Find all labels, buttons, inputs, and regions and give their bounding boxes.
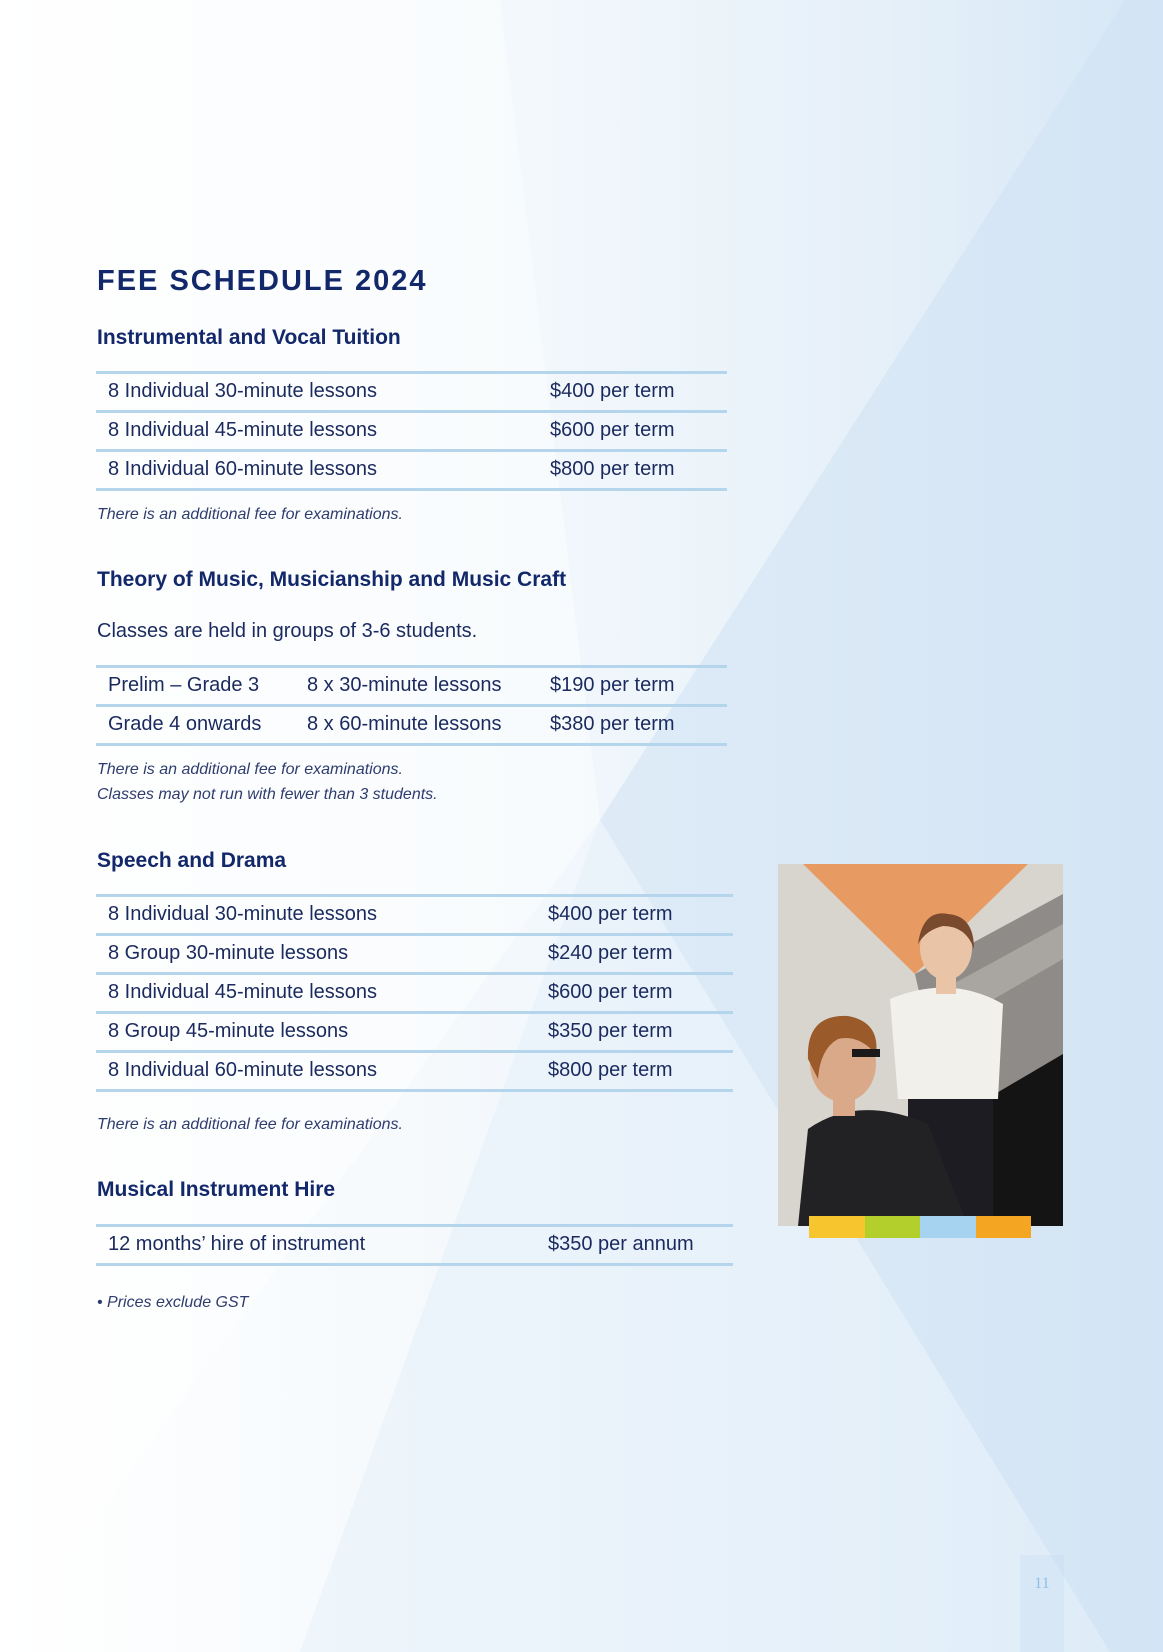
fee-item: 8 Individual 30-minute lessons — [108, 380, 378, 402]
section-note — [97, 1290, 248, 1315]
table-row — [96, 665, 727, 704]
note-line: There is an additional fee for examinations. — [97, 761, 403, 778]
instrumental-fee-table — [96, 371, 727, 491]
table-row — [96, 972, 733, 1011]
table-row — [96, 704, 727, 746]
accent-bar-blue — [920, 1216, 976, 1238]
fee-price: $350 per term — [548, 1020, 673, 1042]
instrument-hire-fee-table — [96, 1224, 733, 1266]
speech-drama-fee-table — [96, 894, 733, 1092]
color-accent-bars — [809, 1216, 1031, 1238]
fee-price: $800 per term — [548, 1059, 673, 1081]
fee-price: $400 per term — [550, 380, 675, 402]
table-row — [96, 1224, 733, 1266]
page-number: 11 — [1034, 1575, 1050, 1592]
fee-item: 8 Group 30-minute lessons — [108, 942, 349, 964]
section-heading-instrument-hire: Musical Instrument Hire — [97, 1178, 336, 1201]
fee-price: $240 per term — [548, 942, 673, 964]
note-line: Classes may not run with fewer than 3 students. — [97, 786, 438, 803]
fee-price: $190 per term — [550, 674, 675, 696]
fee-price: $400 per term — [548, 903, 673, 925]
table-row — [96, 1050, 733, 1092]
theory-intro-text: Classes are held in groups of 3-6 students. — [97, 620, 478, 642]
fee-item: 8 Individual 60-minute lessons — [108, 458, 378, 480]
theory-fee-table — [96, 665, 727, 746]
page-title: FEE SCHEDULE 2024 — [97, 265, 428, 297]
table-row — [96, 410, 727, 449]
table-row — [96, 894, 733, 933]
accent-bar-yellow — [809, 1216, 865, 1238]
fee-price: $800 per term — [550, 458, 675, 480]
fee-price: $380 per term — [550, 713, 675, 735]
fee-item: 8 Group 45-minute lessons — [108, 1020, 349, 1042]
fee-item: 8 Individual 60-minute lessons — [108, 1059, 378, 1081]
section-heading-instrumental: Instrumental and Vocal Tuition — [97, 326, 401, 349]
accent-bar-orange — [976, 1216, 1032, 1238]
fee-price: $600 per term — [548, 981, 673, 1003]
table-row — [96, 1011, 733, 1050]
page-number-tab — [1020, 1555, 1064, 1652]
section-note — [97, 502, 403, 527]
note-line: There is an additional fee for examinations. — [97, 1116, 403, 1133]
section-heading-theory: Theory of Music, Musicianship and Music Craft — [97, 568, 567, 591]
table-row — [96, 449, 727, 491]
section-note — [97, 1112, 403, 1137]
note-line: There is an additional fee for examinations. — [97, 506, 403, 523]
fee-price: $600 per term — [550, 419, 675, 441]
accent-bar-green — [865, 1216, 921, 1238]
class-lessons: 8 x 30-minute lessons — [307, 674, 502, 696]
lesson-photo — [778, 864, 1063, 1226]
fee-item: 8 Individual 45-minute lessons — [108, 981, 378, 1003]
class-level: Prelim – Grade 3 — [108, 674, 260, 696]
fee-price: $350 per annum — [548, 1233, 694, 1255]
fee-item: 8 Individual 30-minute lessons — [108, 903, 378, 925]
fee-item: 12 months’ hire of instrument — [108, 1233, 366, 1255]
section-heading-speech-drama: Speech and Drama — [97, 849, 287, 872]
class-level: Grade 4 onwards — [108, 713, 262, 735]
note-line: • Prices exclude GST — [97, 1294, 249, 1311]
table-row — [96, 933, 733, 972]
fee-item: 8 Individual 45-minute lessons — [108, 419, 378, 441]
class-lessons: 8 x 60-minute lessons — [307, 713, 502, 735]
section-note — [97, 757, 438, 807]
table-row — [96, 371, 727, 410]
